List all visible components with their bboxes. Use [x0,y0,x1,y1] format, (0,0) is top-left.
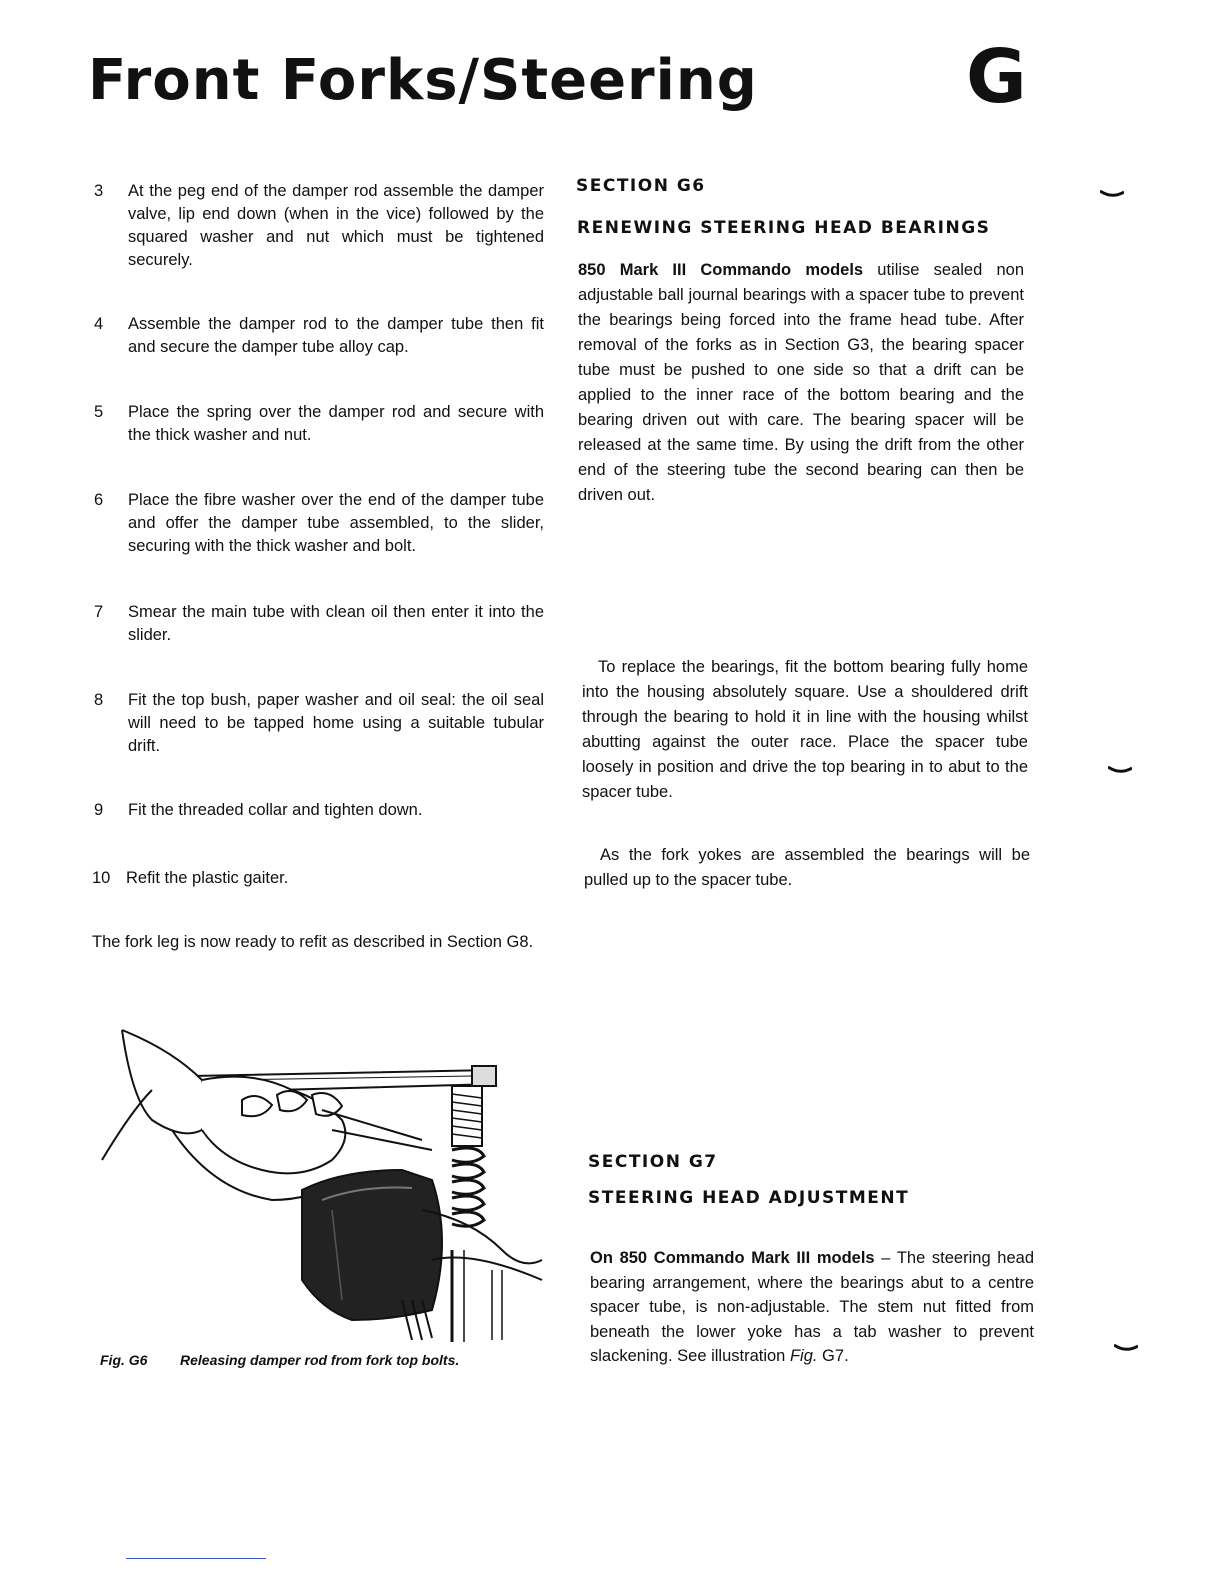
section-g6-paragraph-3: As the fork yokes are assembled the bearings will be pulled up to the spacer tube. [584,846,1030,889]
section-g6-lead: 850 Mark III Commando models [578,261,864,279]
step-number: 10 [92,869,111,887]
figure-number: Fig. G6 [100,1352,148,1368]
footer-rule [126,1558,266,1559]
page-title: Front Forks/Steering [88,48,758,113]
step-item [94,601,544,647]
margin-mark [1108,766,1132,774]
step-number: 3 [94,182,104,200]
section-g6-body: utilise sealed non adjustable ball journal bearings with a spacer tube to prevent the bearings being forced into the frame head tube. After removal of the forks as in Section G3, the bearing spacer tube must be pushed to one side so that a drift can be applied to the inner race of the bottom bearing and the bearing driven out with care. The bearing spacer will be released at the same time. By using the drift from the other end of the steering tube the second bearing can then be driven out. [578,261,1025,504]
step-item [94,489,544,558]
section-g6-paragraph-2: To replace the bearings, fit the bottom bearing fully home into the housing absolutely square. Use a shouldered drift through the bearing to hold it in line with the housing whilst abutting against the outer race. Place the spacer tube loosely in position and drive the top bearing in to abut to the spacer tube. [582,658,1028,801]
section-g6-label: SECTION G6 [576,176,706,196]
section-g7-fig-ref: Fig. [789,1347,818,1365]
step-text: Place the spring over the damper rod and secure with the thick washer and nut. [128,403,544,444]
section-g7-body: – The steering head bearing arrangement, where the bearings abut to a centre spacer tube, is non-adjustable. The stem nut fitted from beneath the lower yoke has a tab washer to prevent slackening. See illustration [590,1249,1034,1365]
section-g7-title: STEERING HEAD ADJUSTMENT [588,1188,910,1208]
figure-caption [100,1352,459,1368]
step-item [94,180,544,272]
step-number: 4 [94,315,104,333]
step-text: Fit the threaded collar and tighten down. [128,801,423,819]
step-number: 9 [94,801,104,819]
section-g6-title: RENEWING STEERING HEAD BEARINGS [577,218,991,238]
margin-mark [1114,1344,1138,1352]
step-text: At the peg end of the damper rod assemble the damper valve, lip end down (when in the vice) followed by the squared washer and nut which must be tightened securely. [128,182,544,269]
step-item [94,799,544,822]
step-text: Place the fibre washer over the end of the damper tube and offer the damper tube assembled, to the slider, securing with the thick washer and bolt. [128,491,544,555]
damper-rod-illustration [92,1020,552,1350]
section-g7-paragraph [590,1246,1034,1369]
step-item [92,867,542,890]
step-item [94,689,544,758]
step-text: Assemble the damper rod to the damper tube then fit and secure the damper tube alloy cap. [128,315,544,356]
step-item [94,313,544,359]
step-text: Fit the top bush, paper washer and oil seal: the oil seal will need to be tapped home using a suitable tubular drift. [128,691,544,755]
section-g6-paragraph-1 [578,258,1024,508]
step-item [94,401,544,447]
figure-caption-text: Releasing damper rod from fork top bolts. [180,1352,460,1368]
step-number: 6 [94,491,104,509]
step-number: 5 [94,403,104,421]
step-number: 8 [94,691,104,709]
margin-mark [1100,190,1124,198]
section-g7-fig-ref-num: G7. [817,1347,849,1365]
section-g7-label: SECTION G7 [588,1152,718,1172]
step-text: Refit the plastic gaiter. [126,869,289,887]
section-g7-lead: On 850 Commando Mark III models [590,1249,875,1267]
closing-paragraph: The fork leg is now ready to refit as described in Section G8. [92,933,534,951]
step-text: Smear the main tube with clean oil then enter it into the slider. [128,603,544,644]
step-number: 7 [94,603,104,621]
chapter-letter: G [966,34,1027,120]
